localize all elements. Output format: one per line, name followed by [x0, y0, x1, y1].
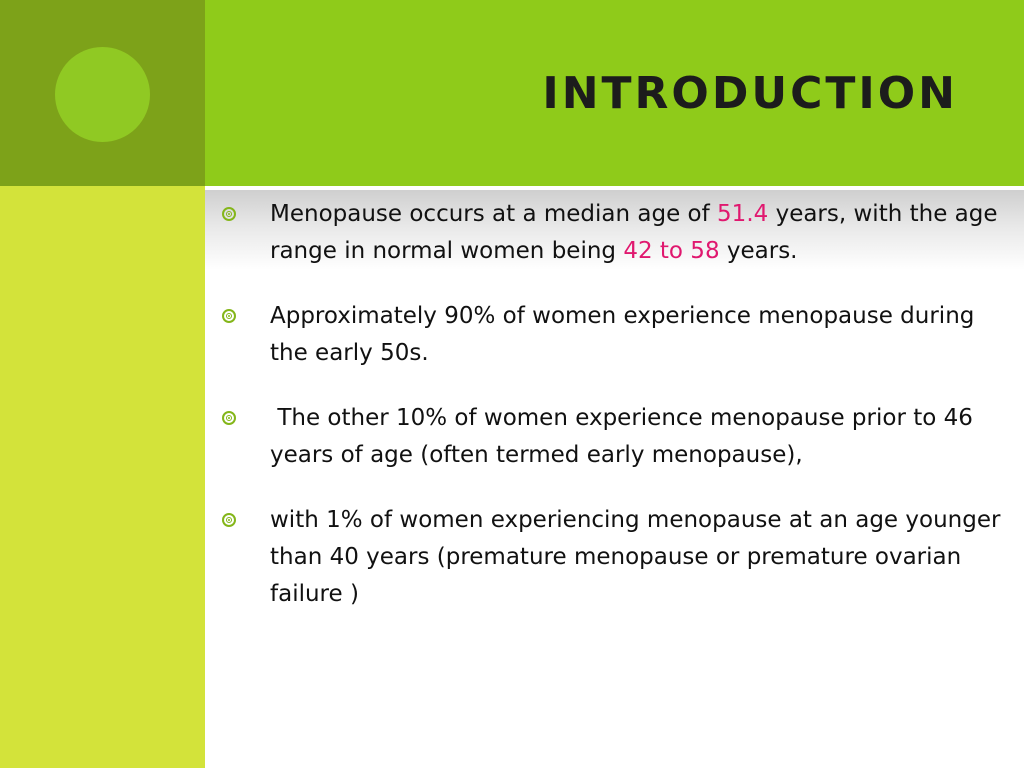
bullet-text: Menopause occurs at a median age of [270, 201, 718, 227]
bullet-text: with 1% of women experiencing menopause at an age younger than 40 years (premature menopause or premature ovarian failure ) [270, 507, 1001, 607]
bullet-list [222, 196, 1012, 641]
decorative-circle [55, 47, 150, 142]
target-bullet-icon [222, 309, 236, 323]
sidebar-bottom-panel [0, 186, 205, 768]
highlighted-age-range: 42 to 58 [623, 238, 720, 264]
bullet-text: Approximately 90% of women experience menopause during the early 50s. [270, 303, 975, 366]
bullet-item [222, 502, 1012, 613]
bullet-item [222, 298, 1012, 372]
target-bullet-icon [222, 411, 236, 425]
bullet-text: years. [719, 238, 798, 264]
bullet-item [222, 196, 1012, 270]
highlighted-median-age: 51.4 [717, 201, 769, 227]
bullet-text: The other 10% of women experience menopause prior to 46 years of age (often termed early menopause), [270, 405, 981, 468]
target-bullet-icon [222, 513, 236, 527]
bullet-text: years, with the age range in normal women being [270, 201, 998, 264]
target-bullet-icon [222, 207, 236, 221]
slide-title: INTRODUCTION [542, 68, 958, 119]
bullet-item [222, 400, 1012, 474]
